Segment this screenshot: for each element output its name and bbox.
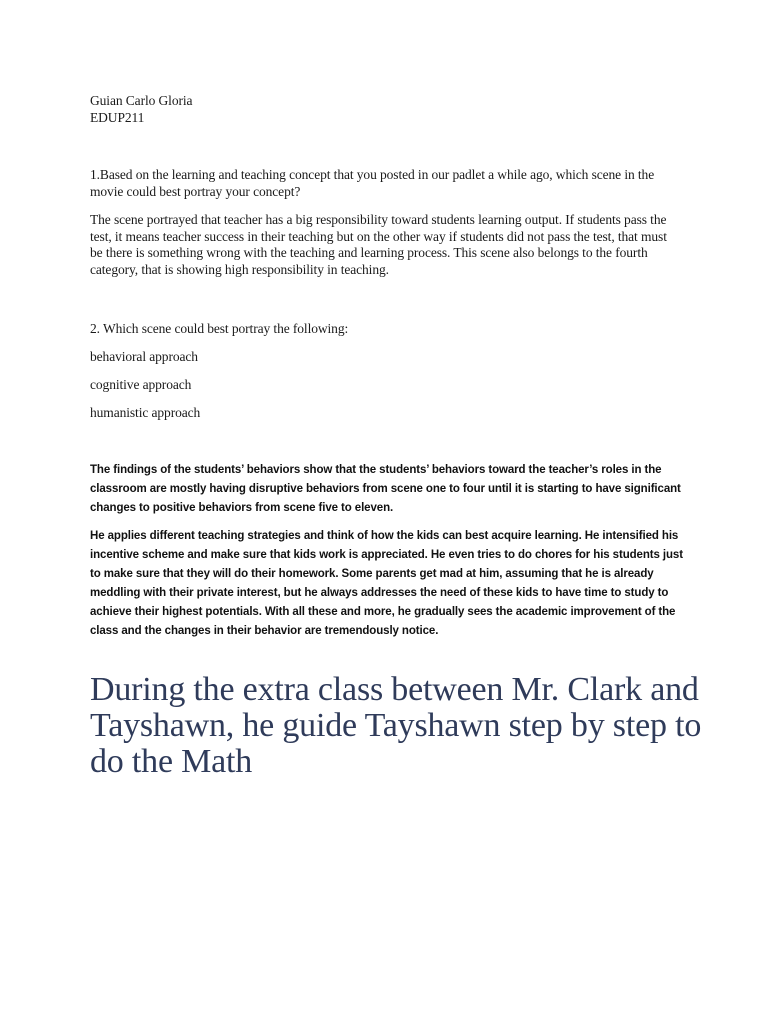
question-2: 2. Which scene could best portray the following: <box>90 321 349 336</box>
strategies-paragraph: He applies different teaching strategies and think of how the kids can best acquire learning. He intensified his incentive scheme and make sure that kids work is appreciated. He even tries to do chores for his students just to make sure that they will do their homework. Some parents get mad at him, assuming that he is already meddling with their private interest, but he always addresses the need of these kids to have time to study to achieve their highest potentials. With all these and more, he gradually sees the academic improvement of the class and the changes in their behavior are tremendously notice. <box>90 530 683 637</box>
approach-behavioral: behavioral approach <box>90 349 198 364</box>
findings-paragraph: The findings of the students’ behaviors show that the students’ behaviors toward the teacher’s roles in the classroom are mostly having disruptive behaviors from scene one to four until it is starting to have significant changes to positive behaviors from scene five to eleven. <box>90 464 681 514</box>
course-code: EDUP211 <box>90 110 145 125</box>
approach-humanistic: humanistic approach <box>90 405 201 420</box>
scene-heading-line-2: Tayshawn, he guide Tayshawn step by step to do the Math <box>90 707 702 780</box>
scene-heading-line-1: During the extra class between Mr. Clark and <box>90 671 699 708</box>
question-1: 1.Based on the learning and teaching concept that you posted in our padlet a while ago, which scene in the movie could best portray your concept? <box>90 167 655 199</box>
author-name: Guian Carlo Gloria <box>90 93 193 108</box>
approach-cognitive: cognitive approach <box>90 377 192 392</box>
scene-heading <box>90 672 710 780</box>
answer-1: The scene portrayed that teacher has a big responsibility toward students learning output. If students pass the test, it means teacher success in their teaching but on the other way if students did not pass the test, that must be there is something wrong with the teaching and learning process. This scene also belongs to the fourth category, that is showing high responsibility in teaching. <box>90 212 667 277</box>
